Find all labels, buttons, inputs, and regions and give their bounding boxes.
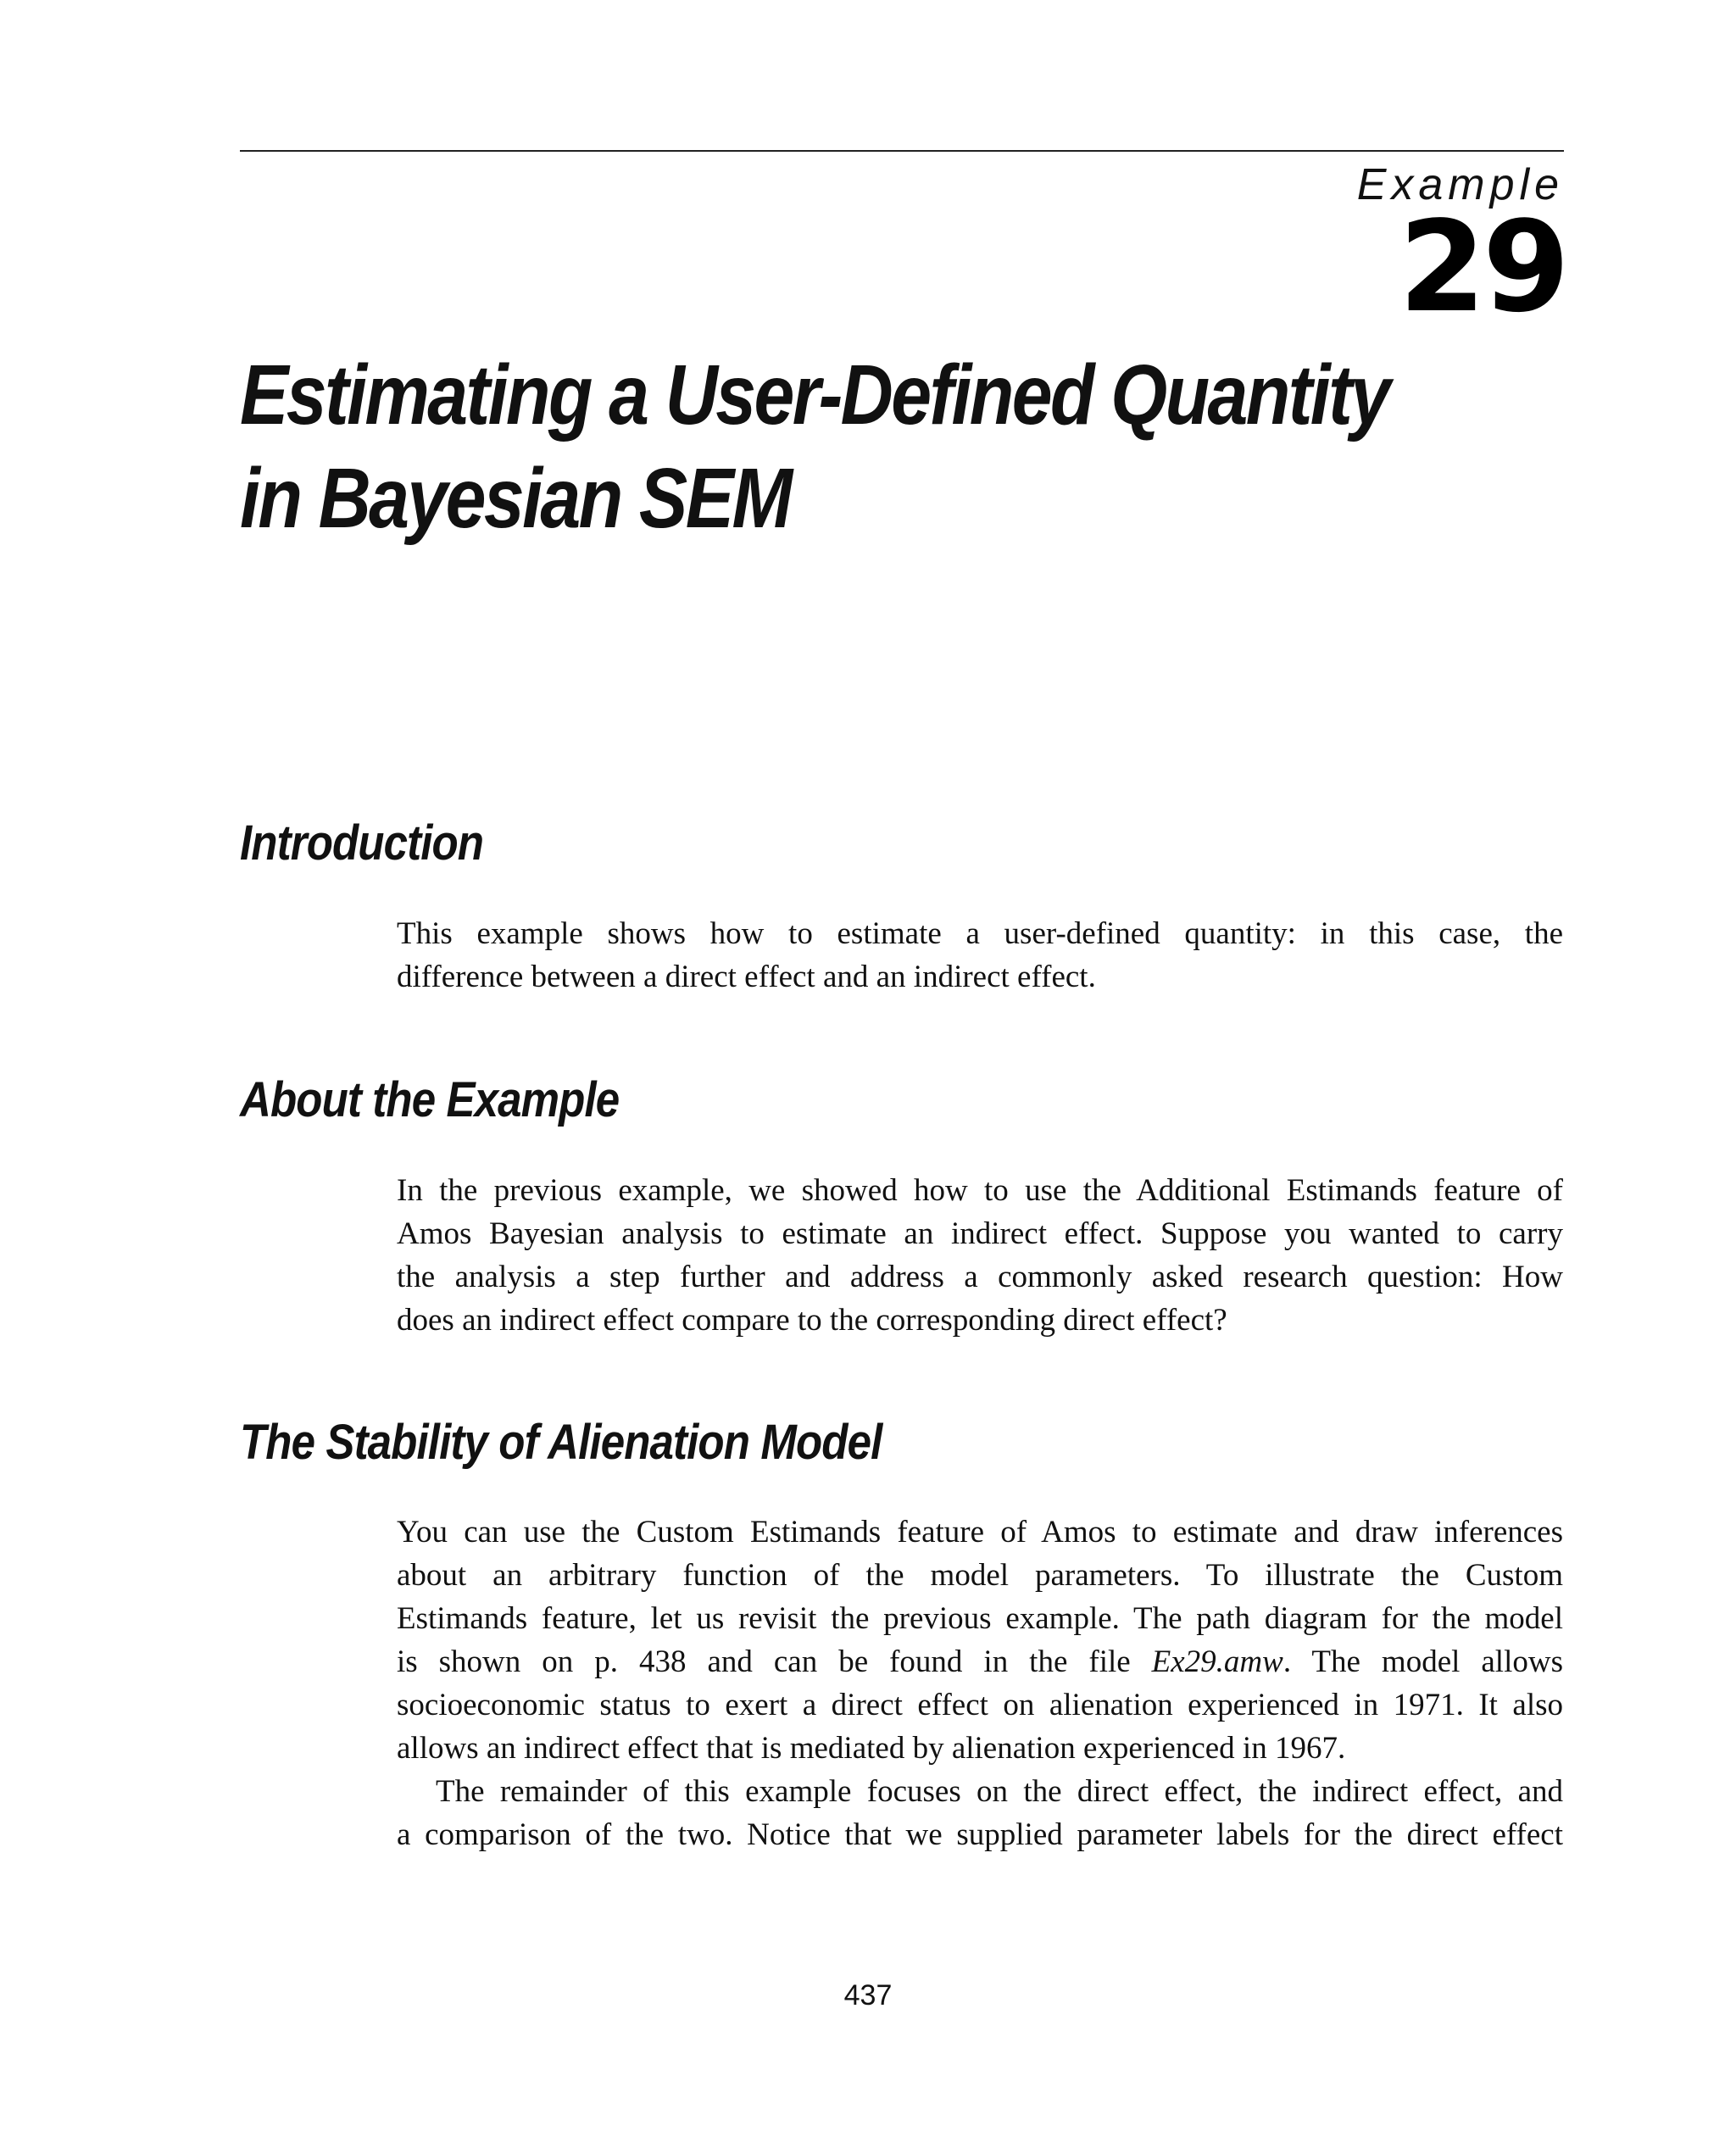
text-line: a comparison of the two. Notice that we supplied parameter labels for the direct effect [397,1817,1563,1852]
title-line-1: Estimating a User-Defined Quantity [240,348,1389,442]
section-heading-stability-model: The Stability of Alienation Model [240,1415,882,1470]
text-line: difference between a direct effect and an indirect effect. [397,960,1096,994]
chapter-number: 29 [1399,194,1566,340]
text-line: In the previous example, we showed how to use the Additional Estimands feature of [397,1173,1563,1208]
text-line: This example shows how to estimate a user-defined quantity: in this case, the [397,916,1563,951]
text-line: the analysis a step further and address a commonly asked research question: How [397,1260,1563,1294]
text-line: Estimands feature, let us revisit the previous example. The path diagram for the model [397,1601,1563,1636]
header-rule [240,150,1564,152]
text-fragment: . The model allows [1283,1644,1563,1679]
filename-reference: Ex29.amw [1151,1644,1283,1679]
text-line: allows an indirect effect that is mediated by alienation experienced in 1967. [397,1731,1346,1766]
text-line: about an arbitrary function of the model parameters. To illustrate the Custom [397,1558,1563,1593]
section-heading-introduction: Introduction [240,815,484,871]
text-line-with-filename [397,1640,1563,1683]
paragraph-stability-model [397,1511,1563,1856]
page-number: 437 [843,1979,893,2011]
page-title [240,343,1406,550]
text-line: You can use the Custom Estimands feature of Amos to estimate and draw inferences [397,1515,1563,1550]
section-heading-about-example: About the Example [240,1072,620,1127]
text-line: Amos Bayesian analysis to estimate an indirect effect. Suppose you wanted to carry [397,1216,1563,1251]
paragraph-introduction [397,912,1563,999]
text-line: does an indirect effect compare to the corresponding direct effect? [397,1303,1227,1338]
text-line: The remainder of this example focuses on the direct effect, the indirect effect, and [436,1774,1563,1809]
text-line: socioeconomic status to exert a direct effect on alienation experienced in 1971. It also [397,1688,1563,1722]
chapter-label: Example [1356,160,1564,209]
paragraph-about-example [397,1169,1563,1342]
title-line-2: in Bayesian SEM [240,451,791,546]
text-fragment: is shown on p. 438 and can be found in the file [397,1644,1152,1679]
